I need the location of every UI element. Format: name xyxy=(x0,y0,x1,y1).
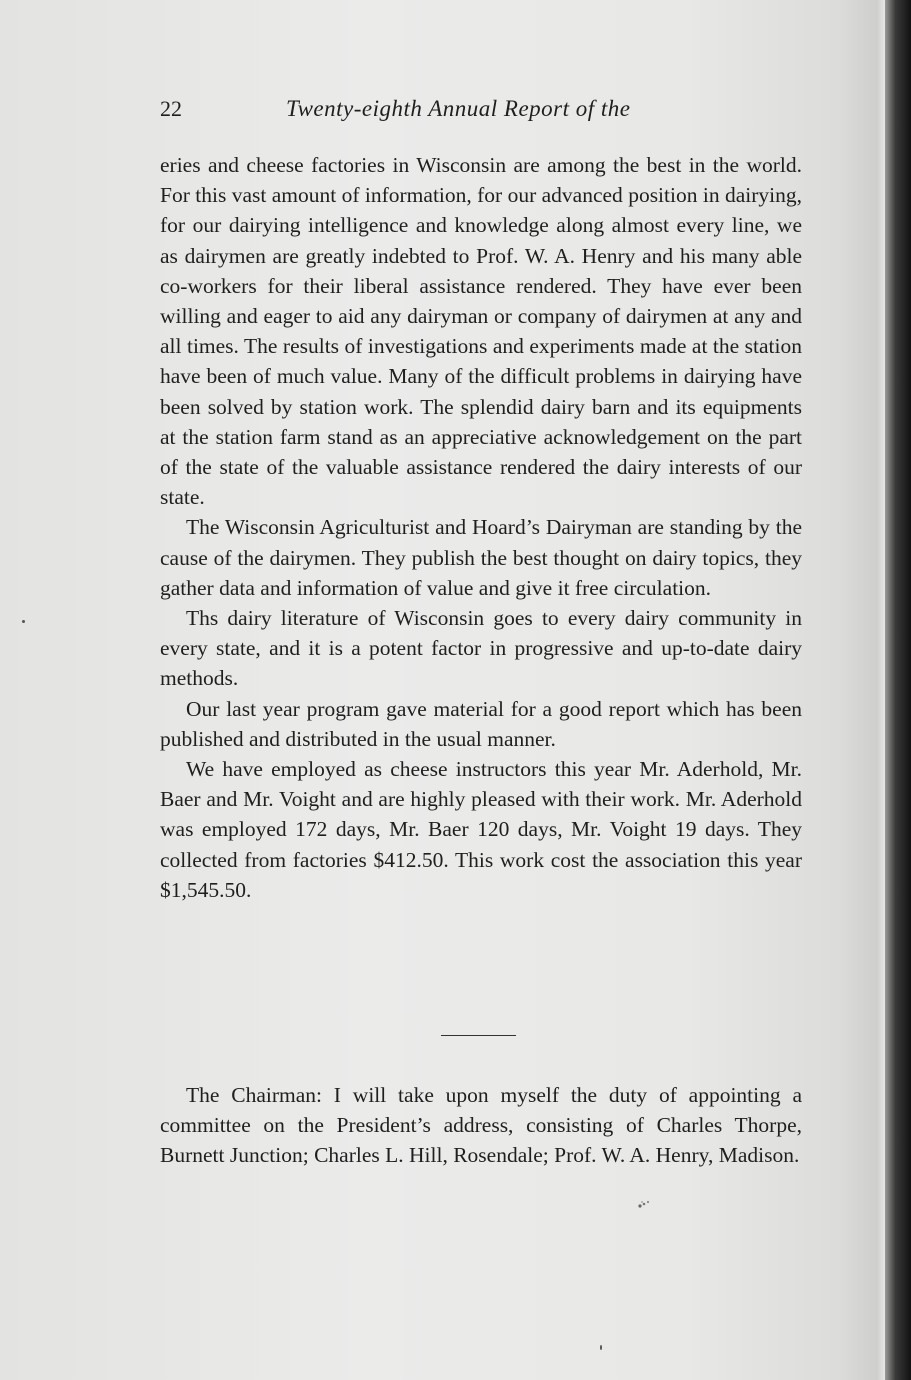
body-text xyxy=(160,150,802,905)
paragraph-chairman: The Chairman: I will take upon myself the duty of appointing a committee on the President’s address, consisting of Charles Thorpe, Burnett Junction; Charles L. Hill, Rosendale; Prof. W. A. Henry, Madison. xyxy=(160,1083,802,1168)
page-header xyxy=(160,96,802,136)
page-number: 22 xyxy=(160,96,182,121)
section-divider xyxy=(441,1035,516,1036)
page-edge-shadow xyxy=(885,0,911,1380)
paragraph-continuation: eries and cheese factories in Wisconsin are among the best in the world. For this vast amount of information, for our advanced position in dairying, for our dairying intelligence and knowledge along almost every line, we as dairymen are greatly indebted to Prof. W. A. Henry and his many able co-workers for their liberal assistance rendered. They have ever been willing and eager to aid any dairyman or company of dairymen at any and all times. The results of investigations and experiments made at the station have been of much value. Many of the difficult problems in dairying have been solved by station work. The splendid dairy barn and its equipments at the station farm stand as an appreciative acknowledgement on the part of the state of the valuable assistance rendered the dairy interests of our state. xyxy=(160,153,802,510)
paragraph-agriculturist: The Wisconsin Agriculturist and Hoard’s Dairyman are standing by the cause of the dairymen. They publish the best thought on dairy topics, they gather data and information of value and give it free circulation. xyxy=(160,515,802,600)
paragraph-literature: Ths dairy literature of Wisconsin goes to every dairy community in every state, and it is a potent factor in progressive and up-to-date dairy methods. xyxy=(160,606,802,691)
speck-mark xyxy=(600,1345,602,1350)
chairman-section xyxy=(160,1080,802,1171)
running-title: Twenty-eighth Annual Report of the xyxy=(286,96,631,121)
speck-mark xyxy=(22,620,25,623)
page-edge-highlight xyxy=(877,0,885,1380)
ink-smudge-icon xyxy=(636,1198,654,1210)
paragraph-instructors: We have employed as cheese instructors this year Mr. Aderhold, Mr. Baer and Mr. Voight and are highly pleased with their work. Mr. Aderhold was employed 172 days, Mr. Baer 120 days, Mr. Voight 19 days. They collected from factories $412.50. This work cost the association this year $1,545.50. xyxy=(160,757,802,902)
paragraph-program: Our last year program gave material for a good report which has been published and distributed in the usual manner. xyxy=(160,696,802,751)
